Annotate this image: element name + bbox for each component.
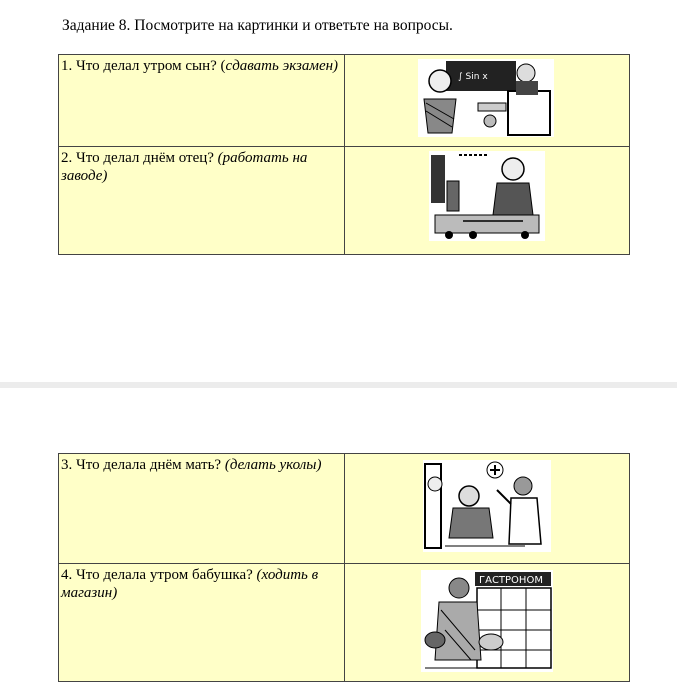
picture-cell-1: [345, 55, 630, 147]
question-text-4: 4. Что делала утром бабушка?: [61, 567, 257, 583]
answer-text-2: (работать на заводе): [61, 150, 308, 184]
page-separator: [0, 382, 677, 388]
answer-text-1: сдавать экзамен): [225, 58, 339, 74]
question-text-2: 2. Что делал днём отец?: [61, 150, 218, 166]
son-exam-illustration: [418, 59, 554, 137]
svg-text:∫ Sin x: ∫ Sin x: [458, 72, 488, 82]
questions-table-1: [58, 54, 630, 255]
table-row: [59, 454, 630, 564]
question-text-1: 1. Что делал утром сын? (: [61, 58, 226, 74]
table-row: [59, 55, 630, 147]
father-factory-illustration: [429, 151, 545, 241]
picture-cell-3: [345, 454, 630, 564]
mother-injection-illustration: [423, 460, 551, 552]
picture-cell-2: [345, 147, 630, 255]
table-row: [59, 147, 630, 255]
answer-text-3: (делать уколы): [224, 457, 322, 473]
task-title: Задание 8. Посмотрите на картинки и ответьте на вопросы.: [62, 17, 453, 34]
shop-sign: ГАСТРОНОМ: [479, 575, 543, 586]
question-cell-4: [59, 564, 345, 682]
table-row: [59, 564, 630, 682]
question-cell-1: [59, 55, 345, 147]
grandmother-shop-illustration: [421, 570, 553, 672]
answer-text-4: (ходить в магазин): [61, 567, 319, 601]
question-cell-3: [59, 454, 345, 564]
picture-cell-4: [345, 564, 630, 682]
questions-table-2: [58, 453, 630, 682]
question-text-3: 3. Что делала днём мать?: [61, 457, 225, 473]
question-cell-2: [59, 147, 345, 255]
